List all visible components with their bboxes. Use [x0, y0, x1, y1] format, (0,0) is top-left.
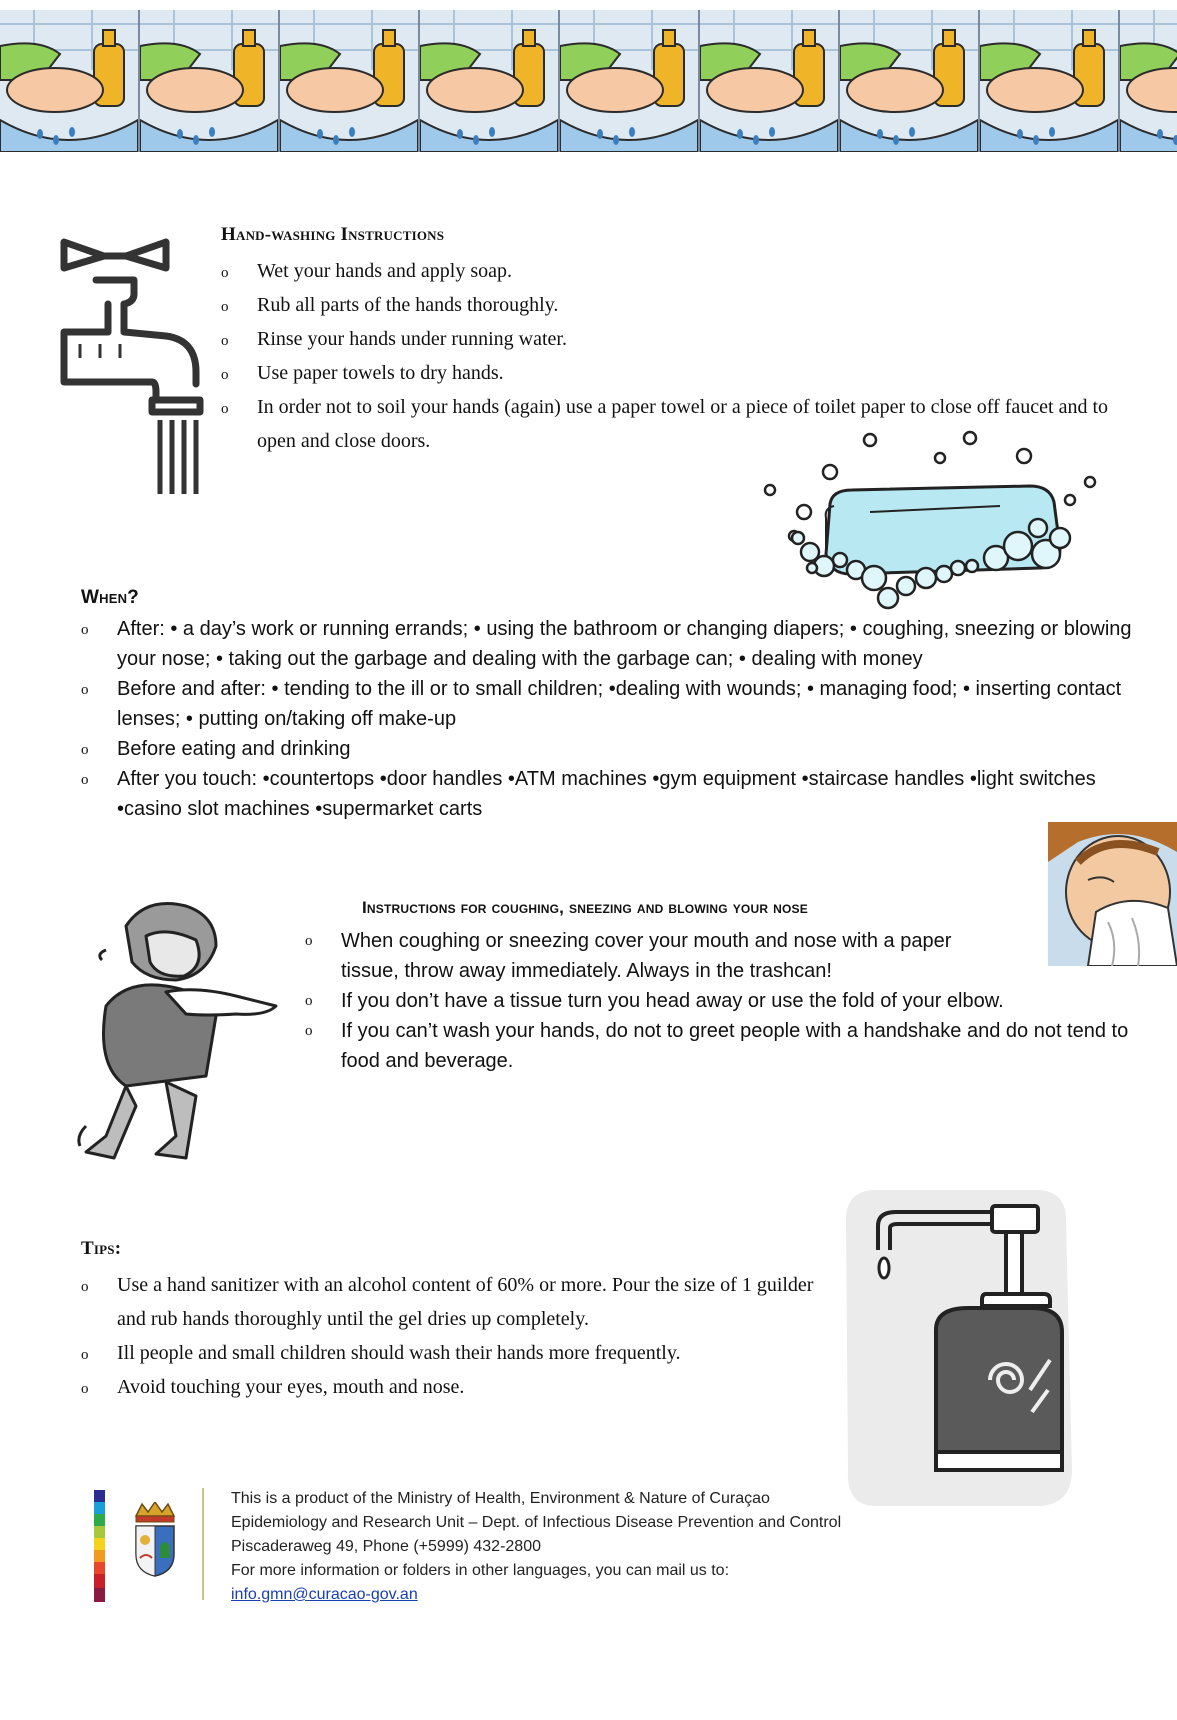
bullet: o	[81, 1381, 89, 1397]
bullet: o	[81, 1279, 89, 1295]
list-item-text: In order not to soil your hands (again) use a paper towel or a piece of toilet paper to close off faucet and to open and close doors.	[257, 396, 1108, 452]
handwashing-title: Hand-washing Instructions	[221, 224, 445, 245]
bullet: o	[305, 1023, 313, 1039]
list-item-text: When coughing or sneezing cover your mouth and nose with a paper tissue, throw away immediately. Always in the trashcan!	[341, 930, 952, 982]
handwash-tile-icon	[980, 10, 1120, 152]
bullet: o	[81, 742, 89, 758]
handwash-tile-icon	[840, 10, 980, 152]
coughing-title: Instructions for coughing, sneezing and blowing your nose	[362, 898, 808, 917]
list-item	[81, 614, 1161, 674]
list-item	[81, 1336, 841, 1370]
footer-line: Piscaderaweg 49, Phone (+5999) 432-2800	[231, 1538, 541, 1555]
when-title: When?	[81, 587, 139, 608]
tips-list	[81, 1268, 841, 1404]
list-item	[305, 1016, 1170, 1076]
list-item-text: Before and after: • tending to the ill or to small children; •dealing with wounds; • managing food; • inserting contact lenses; • putting on/taking off make-up	[117, 678, 1122, 730]
footer-line: This is a product of the Ministry of Health, Environment & Nature of Curaçao	[231, 1490, 770, 1507]
list-item	[81, 1370, 841, 1404]
when-list	[81, 614, 1161, 824]
handwash-tile-icon	[140, 10, 280, 152]
list-item	[81, 734, 1161, 764]
soap-dispenser-icon	[836, 1180, 1076, 1515]
bullet: o	[81, 1347, 89, 1363]
list-item	[305, 986, 1170, 1016]
handwash-tile-icon	[700, 10, 840, 152]
bullet: o	[81, 772, 89, 788]
list-item-text: Use a hand sanitizer with an alcohol content of 60% or more. Pour the size of 1 guilder and rub hands thoroughly until the gel dries up completely.	[117, 1274, 814, 1330]
soap-bubbles-icon	[760, 428, 1100, 623]
footer-contact-text: For more information or folders in other languages, you can mail us to:	[231, 1562, 730, 1579]
list-item	[81, 764, 1161, 824]
handwash-tile-icon	[420, 10, 560, 152]
bullet: o	[221, 299, 229, 315]
faucet-icon	[56, 232, 206, 505]
color-bar-icon	[94, 1490, 105, 1602]
list-item	[221, 356, 1141, 390]
coughing-list	[305, 926, 1170, 1076]
list-item-text: Before eating and drinking	[117, 738, 351, 760]
list-item	[221, 254, 1141, 288]
handwash-tile-icon	[280, 10, 420, 152]
boy-sneezing-icon	[66, 896, 286, 1173]
list-item	[81, 674, 1161, 734]
list-item-text: After you touch: •countertops •door handles •ATM machines •gym equipment •staircase handles •light switches •casino slot machines •supermarket carts	[117, 768, 1096, 820]
bullet: o	[221, 265, 229, 281]
handwash-tile-icon	[1120, 10, 1177, 152]
bullet: o	[305, 933, 313, 949]
list-item-text: If you don’t have a tissue turn you head away or use the fold of your elbow.	[341, 990, 1004, 1012]
handwash-tile-icon	[0, 10, 140, 152]
footer-line: Epidemiology and Research Unit – Dept. of Infectious Disease Prevention and Control	[231, 1514, 842, 1531]
bullet: o	[221, 333, 229, 349]
tips-title: Tips:	[81, 1238, 122, 1259]
footer-line	[231, 1559, 851, 1607]
list-item-text: Use paper towels to dry hands.	[257, 362, 504, 384]
footer-divider	[202, 1488, 204, 1600]
bullet: o	[221, 401, 229, 417]
footer-text	[231, 1487, 851, 1607]
list-item	[305, 926, 971, 986]
handwashing-banner	[0, 10, 1177, 152]
list-item	[81, 1268, 841, 1336]
list-item-text: Wet your hands and apply soap.	[257, 260, 512, 282]
handwash-tile-icon	[560, 10, 700, 152]
email-link[interactable]: info.gmn@curacao-gov.an	[231, 1586, 418, 1603]
list-item-text: Rinse your hands under running water.	[257, 328, 567, 350]
list-item-text: Avoid touching your eyes, mouth and nose.	[117, 1376, 465, 1398]
bullet: o	[81, 682, 89, 698]
list-item-text: After: • a day’s work or running errands; • using the bathroom or changing diapers; • coughing, sneezing or blowing your nose; • taking out the garbage and dealing with the garbage can; • dealing with money	[117, 618, 1132, 670]
bullet: o	[221, 367, 229, 383]
bullet: o	[81, 622, 89, 638]
bullet: o	[305, 993, 313, 1009]
list-item	[221, 322, 1141, 356]
list-item	[221, 288, 1141, 322]
list-item-text: Ill people and small children should wash their hands more frequently.	[117, 1342, 681, 1364]
coat-of-arms-icon	[130, 1502, 180, 1578]
list-item-text: Rub all parts of the hands thoroughly.	[257, 294, 559, 316]
list-item-text: If you can’t wash your hands, do not to greet people with a handshake and do not tend to food and beverage.	[341, 1020, 1129, 1072]
